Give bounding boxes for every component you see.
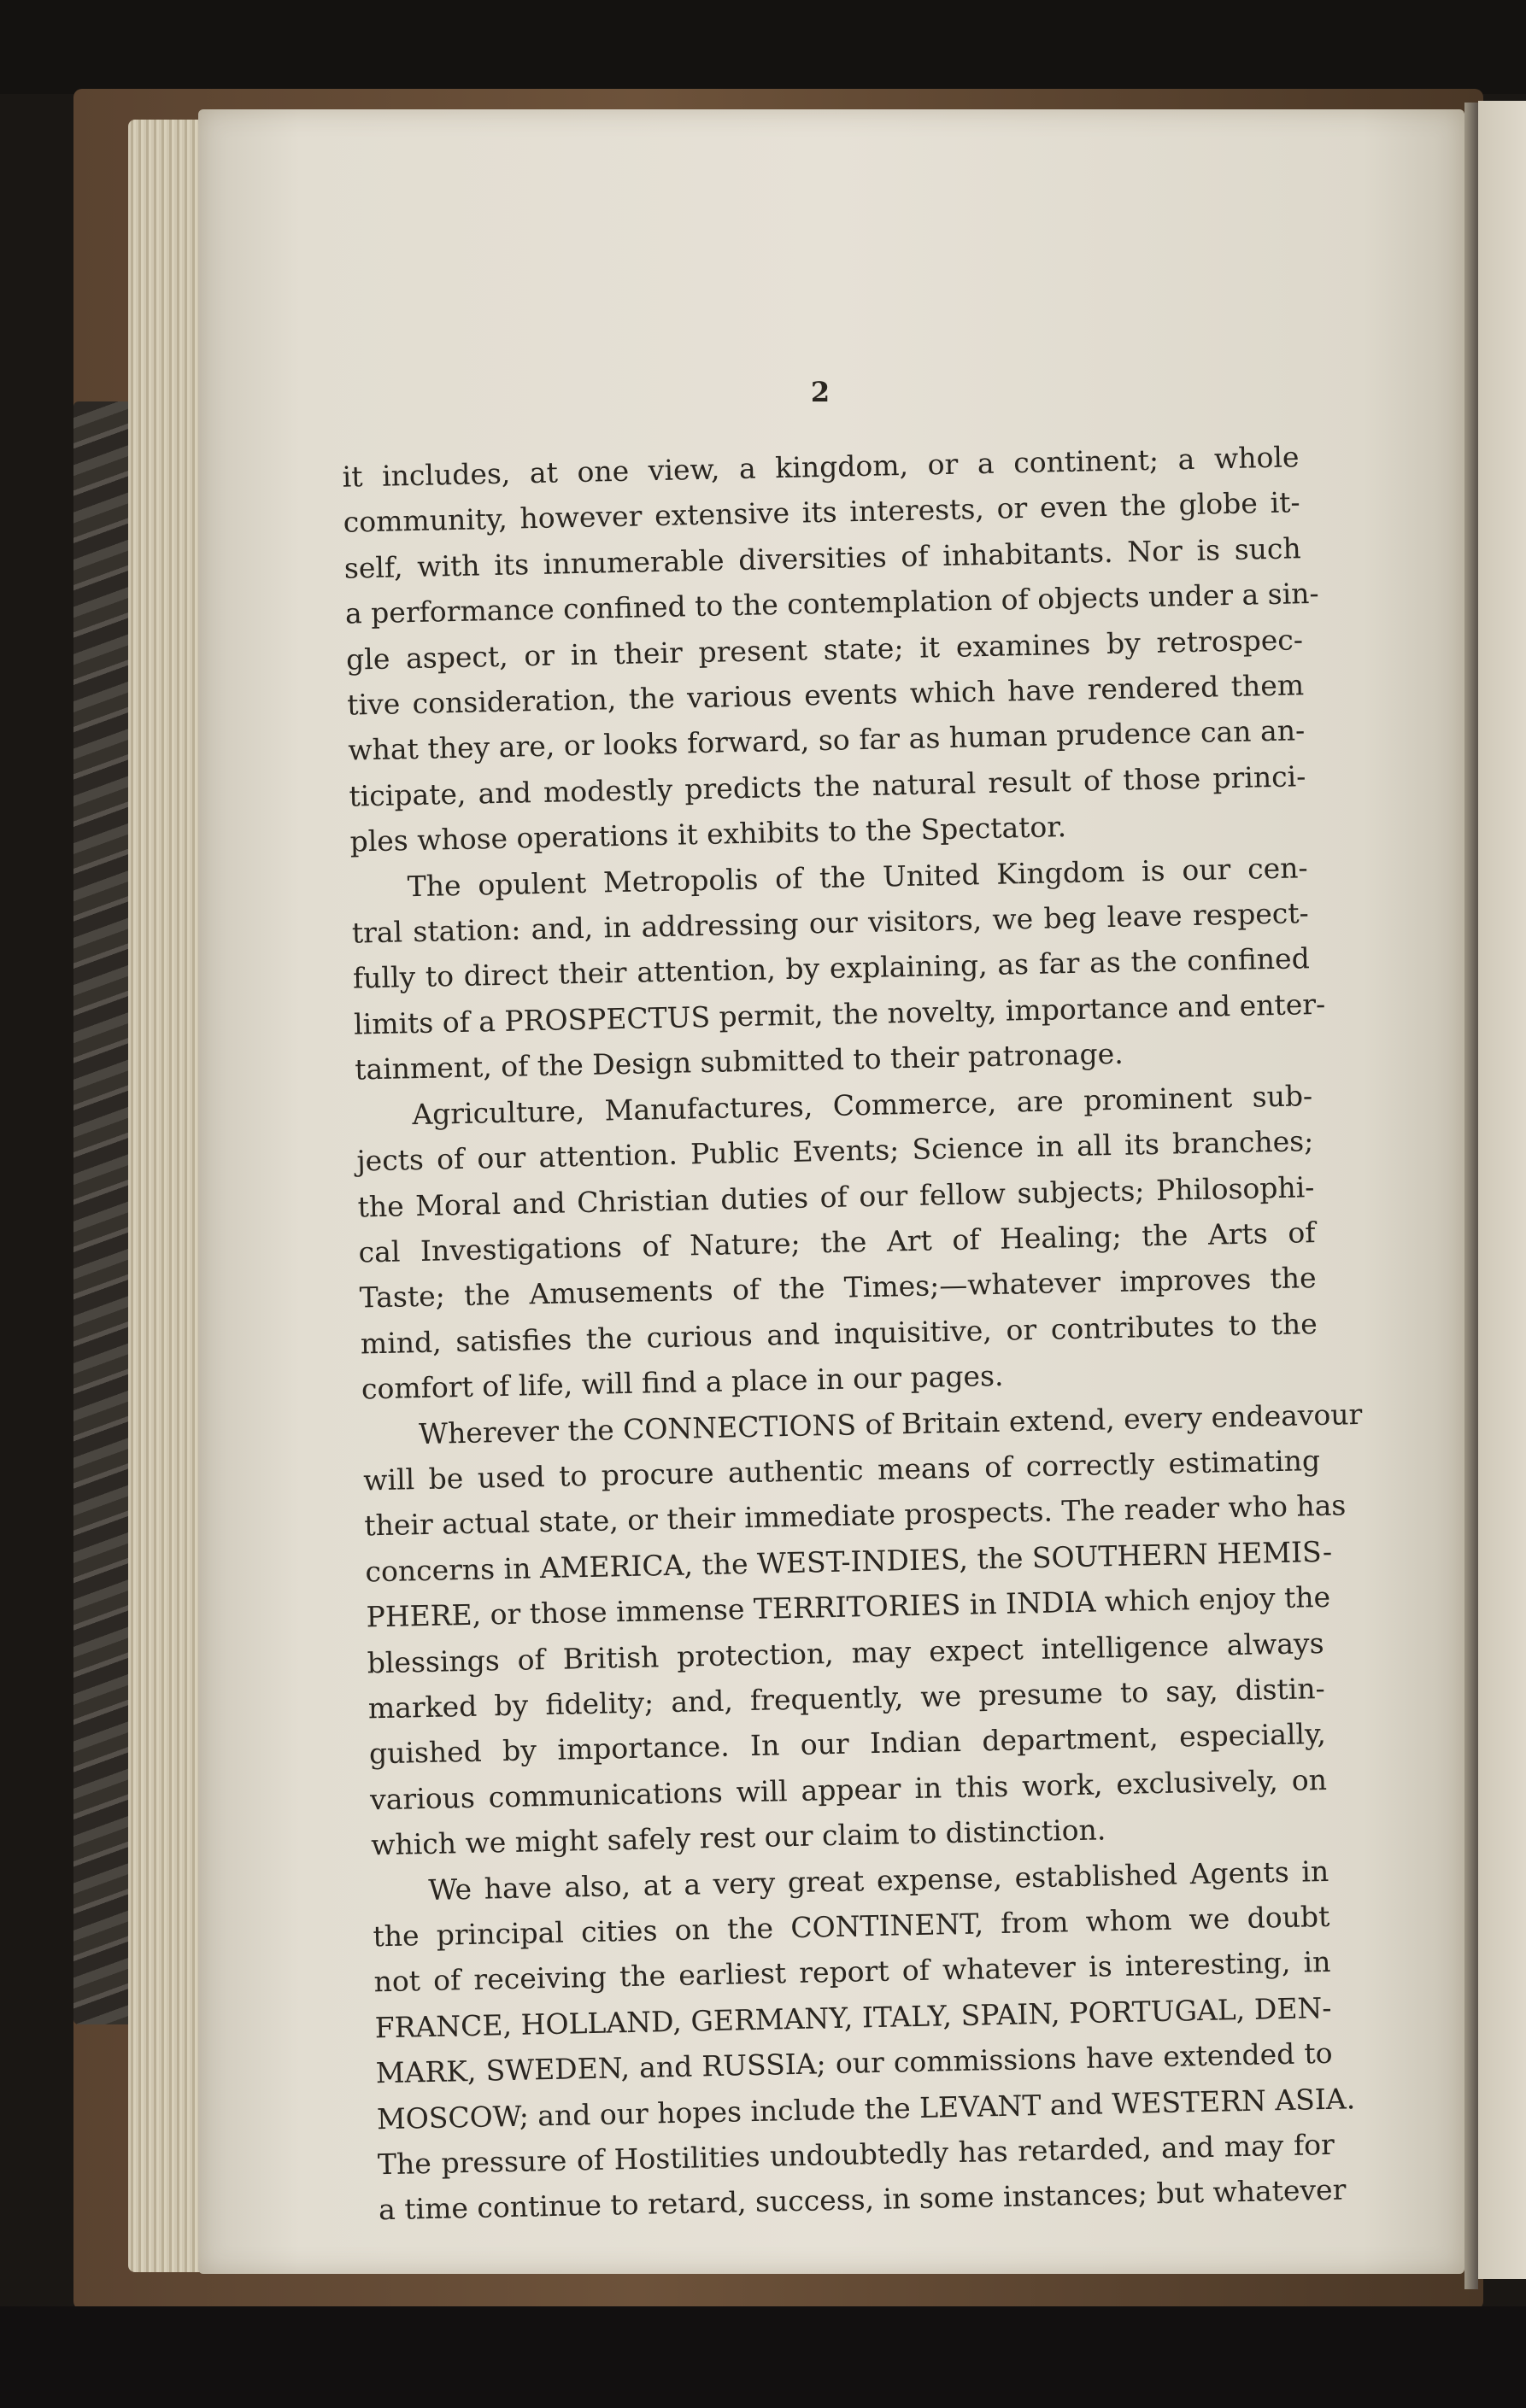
page-number: 2: [810, 376, 830, 408]
text-line: the principal cities on the CONTINENT, from whom we doubt: [373, 1899, 1330, 1954]
text-line: tainment, of the Design submitted to their patronage.: [354, 1037, 1124, 1087]
paragraph: [372, 1848, 1356, 2234]
text-line: limits of a PROSPECTUS permit, the novelty, importance and enter-: [353, 987, 1326, 1041]
text-line: The opulent Metropolis of the United Kingdom is our cen-: [407, 850, 1308, 903]
text-line: tral station: and, in addressing our visitors, we beg leave respect-: [351, 896, 1310, 950]
paragraph: [355, 1073, 1319, 1412]
text-line: ples whose operations it exhibits to the Spectator.: [349, 810, 1067, 858]
text-line: jects of our attention. Public Events; Science in all its branches;: [356, 1124, 1314, 1178]
text-line: blessings of British protection, may expect intelligence always: [367, 1626, 1324, 1679]
text-line: it includes, at one view, a kingdom, or a continent; a whole: [342, 440, 1300, 494]
text-line: guished by importance. In our Indian department, especially,: [368, 1717, 1327, 1771]
text-line: comfort of life, will find a place in our pages.: [361, 1358, 1004, 1406]
body-text: [342, 434, 1363, 2233]
facing-page-edge: [1478, 101, 1526, 2279]
text-line: MARK, SWEDEN, and RUSSIA; our commissions have extended to: [375, 2036, 1333, 2090]
text-line: fully to direct their attention, by explaining, as far as the confined: [352, 941, 1311, 996]
paragraph: [362, 1392, 1363, 1868]
text-line: which we might safely rest our claim to distinction.: [370, 1813, 1106, 1862]
background-shadow-top: [0, 0, 1526, 94]
text-line: self, with its innumerable diversities of inhabitants. Nor is such: [343, 531, 1302, 585]
text-line: not of receiving the earliest report of whatever is interesting, in: [373, 1945, 1331, 1999]
text-line: a performance confined to the contemplation of objects under a sin-: [344, 577, 1319, 630]
text-line: their actual state, or their immediate prospects. The reader who has: [363, 1488, 1347, 1543]
background-shadow-bottom: [0, 2306, 1526, 2408]
text-line: ticipate, and modestly predicts the natural result of those princi-: [349, 759, 1306, 813]
text-line: gle aspect, or in their present state; it examines by retrospec-: [345, 622, 1304, 677]
text-line: will be used to procure authentic means of correctly estimating: [362, 1443, 1321, 1497]
text-line: a time continue to retard, success, in some instances; but whatever: [378, 2173, 1347, 2227]
text-line: marked by fidelity; and, frequently, we presume to say, distin-: [367, 1671, 1326, 1725]
text-line: mind, satisfies the curious and inquisitive, or contributes to the: [360, 1306, 1318, 1361]
book-gutter: [1464, 103, 1478, 2289]
text-line: tive consideration, the various events which have rendered them: [346, 668, 1305, 722]
text-line: Agriculture, Manufactures, Commerce, are prominent sub-: [411, 1078, 1313, 1131]
paragraph: [350, 845, 1326, 1093]
text-line: community, however extensive its interests, or even the globe it-: [343, 485, 1300, 540]
text-line: various communications will appear in this work, exclusively, on: [369, 1762, 1328, 1817]
text-line: the Moral and Christian duties of our fellow subjects; Philosophi-: [357, 1169, 1315, 1224]
text-line: concerns in AMERICA, the WEST-INDIES, the SOUTHERN HEMIS-: [365, 1534, 1333, 1589]
text-line: Wherever the CONNECTIONS of Britain extend, every endeavour: [418, 1397, 1363, 1450]
text-line: PHERE, or those immense TERRITORIES in INDIA which enjoy the: [366, 1579, 1331, 1634]
paragraph: [342, 434, 1319, 864]
text-line: MOSCOW; and our hopes include the LEVANT and WESTERN ASIA.: [376, 2081, 1356, 2136]
text-line: cal Investigations of Nature; the Art of Healing; the Arts of: [358, 1215, 1316, 1269]
text-line: Taste; the Amusements of the Times;—whatever improves the: [359, 1261, 1317, 1315]
text-line: We have also, at a very great expense, established Agents in: [427, 1854, 1329, 1907]
text-line: what they are, or looks forward, so far as human prudence can an-: [347, 713, 1306, 768]
text-line: FRANCE, HOLLAND, GERMANY, ITALY, SPAIN, PORTUGAL, DEN-: [374, 1990, 1332, 2045]
text-line: The pressure of Hostilities undoubtedly has retarded, and may for: [377, 2127, 1335, 2182]
